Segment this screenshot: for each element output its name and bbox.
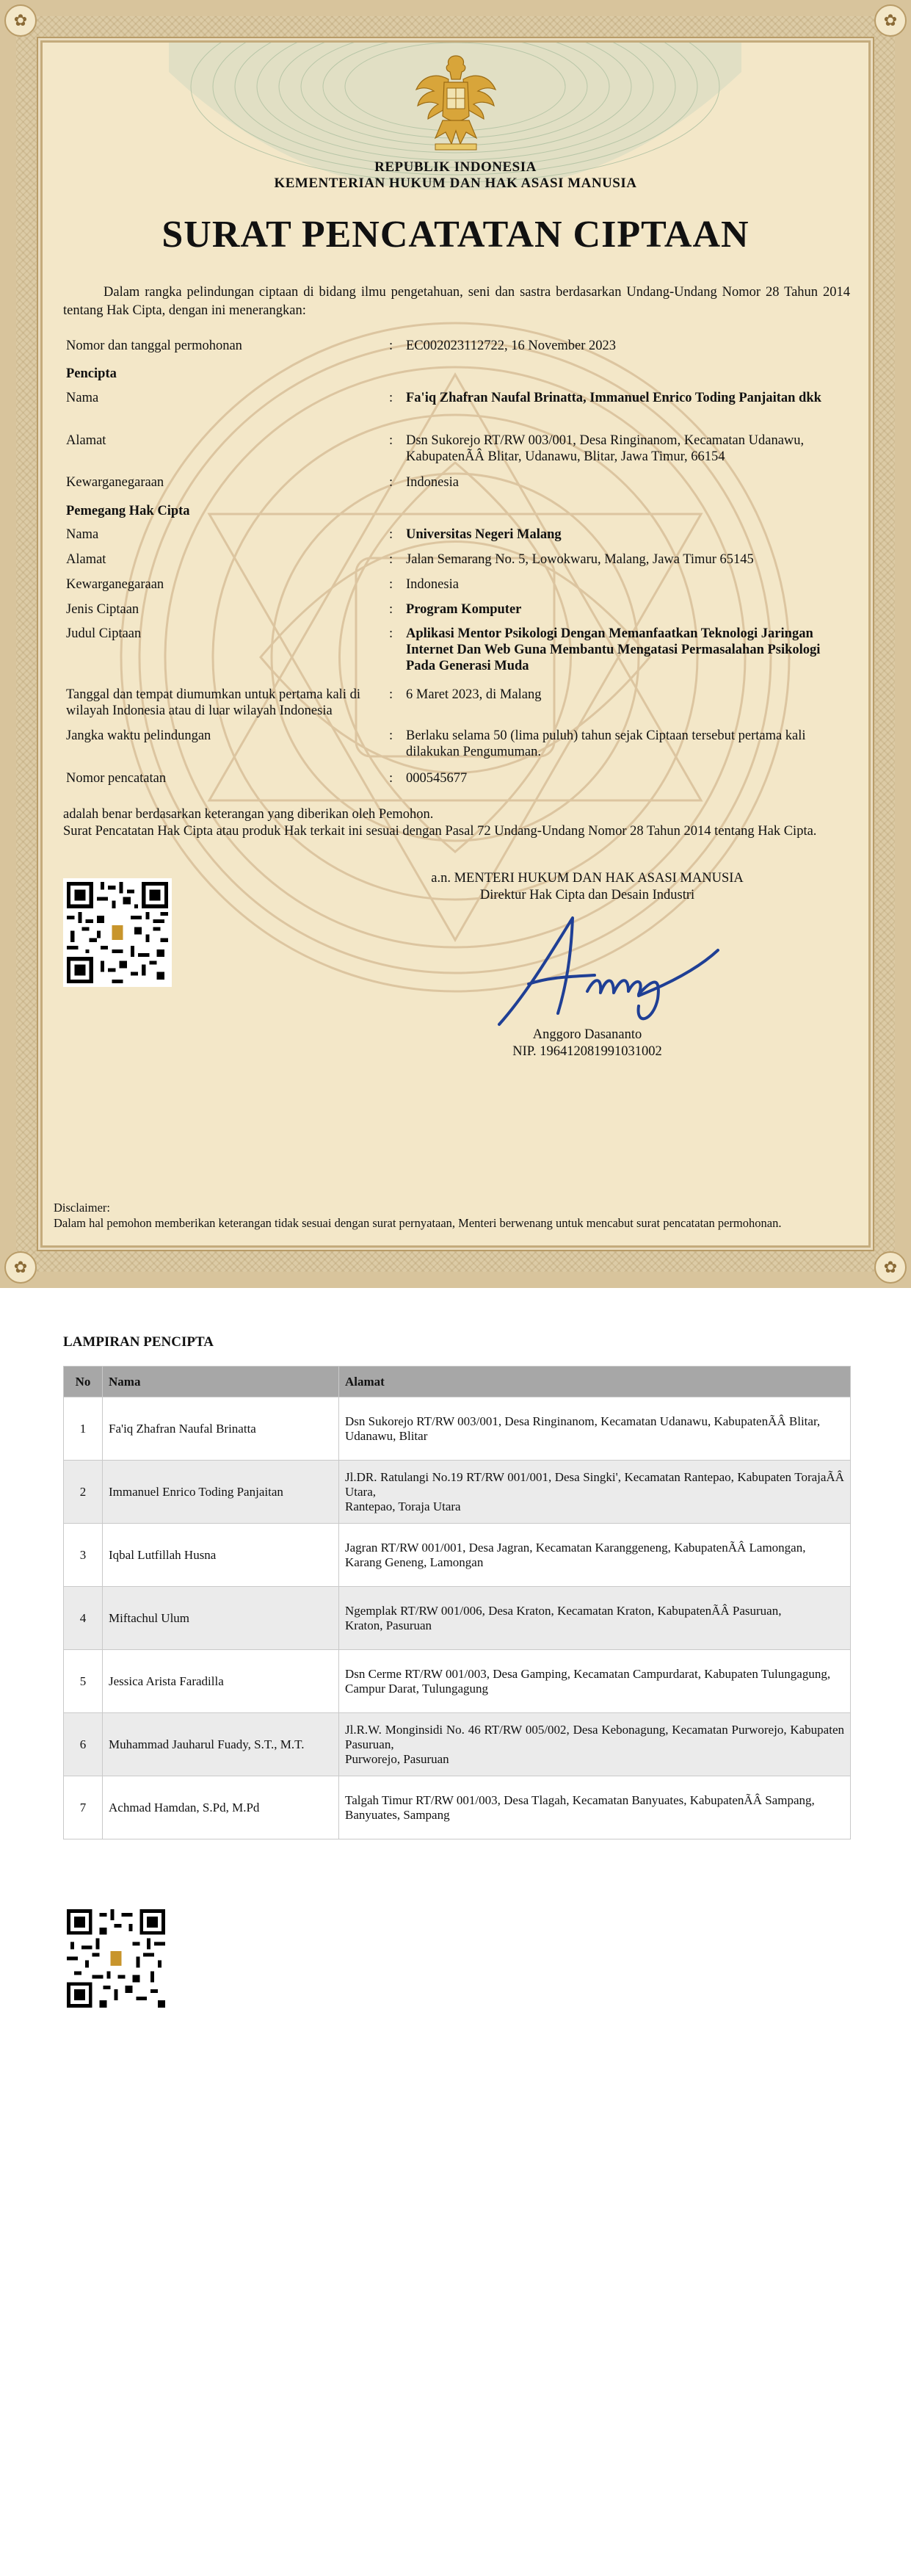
- alamat-line-1: Dsn Sukorejo RT/RW 003/001, Desa Ringinanom, Kecamatan Udanawu, KabupatenÃÂ Blitar,: [345, 1414, 821, 1428]
- column-header-nama: Nama: [103, 1367, 339, 1397]
- cell-alamat: [339, 1713, 851, 1776]
- disclaimer-text: Dalam hal pemohon memberikan keterangan tidak sesuai dengan surat pernyataan, Menteri berwenang untuk mencabut surat pencatatan permohonan.: [54, 1216, 782, 1230]
- alamat-line-1: Dsn Cerme RT/RW 001/003, Desa Gamping, Kecamatan Campurdarat, Kabupaten Tulungagung,: [345, 1666, 831, 1681]
- field-label: Kewarganegaraan: [66, 475, 164, 490]
- table-row: [64, 1587, 851, 1650]
- cell-alamat: [339, 1587, 851, 1650]
- table-row: [64, 1461, 851, 1524]
- field-value: EC002023112722, 16 November 2023: [406, 339, 617, 353]
- field-label: Nomor pencatatan: [66, 771, 167, 786]
- field-colon: :: [389, 475, 393, 490]
- corner-ornament-icon: ✿: [4, 1251, 37, 1284]
- closing-line-2: Surat Pencatatan Hak Cipta atau produk Hak terkait ini sesuai dengan Pasal 72 Undang-Undang Nomor 28 Tahun 2014 tentang Hak Cipta.: [63, 824, 817, 839]
- field-colon: :: [389, 771, 393, 786]
- field-colon: :: [389, 728, 393, 743]
- table-header-row: [64, 1367, 851, 1397]
- field-value: Dsn Sukorejo RT/RW 003/001, Desa Ringinanom, Kecamatan Udanawu, KabupatenÃÂ Blitar, Udanawu, Blitar, Jawa Timur, 66154: [406, 433, 805, 464]
- field-value: Berlaku selama 50 (lima puluh) tahun sejak Ciptaan tersebut pertama kali dilakukan Pengumuman.: [406, 728, 806, 759]
- field-colon: :: [389, 527, 393, 542]
- field-value: Indonesia: [406, 475, 459, 490]
- corner-ornament-icon: ✿: [874, 1251, 907, 1284]
- field-label: Alamat: [66, 433, 106, 448]
- signatory-nip: NIP. 196412081991031002: [512, 1044, 662, 1059]
- signatory-on-behalf: a.n. MENTERI HUKUM DAN HAK ASASI MANUSIA: [431, 871, 744, 886]
- country-name: REPUBLIK INDONESIA: [374, 159, 537, 175]
- alamat-line-2: Rantepao, Toraja Utara: [345, 1499, 461, 1513]
- section-heading-pencipta: Pencipta: [66, 366, 117, 381]
- cell-no: 1: [64, 1397, 103, 1461]
- cell-nama: Immanuel Enrico Toding Panjaitan: [103, 1461, 339, 1524]
- alamat-line-1: Jagran RT/RW 001/001, Desa Jagran, Kecamatan Karanggeneng, KabupatenÃÂ Lamongan,: [345, 1540, 806, 1555]
- signatory-name: Anggoro Dasananto: [532, 1027, 642, 1042]
- ministry-name: KEMENTERIAN HUKUM DAN HAK ASASI MANUSIA: [274, 176, 637, 191]
- field-value: 000545677: [406, 771, 468, 786]
- disclaimer-label: Disclaimer:: [54, 1201, 110, 1215]
- table-row: [64, 1776, 851, 1839]
- alamat-line-1: Talgah Timur RT/RW 001/003, Desa Tlagah, Kecamatan Banyuates, KabupatenÃÂ Sampang,: [345, 1792, 815, 1807]
- field-label: Nama: [66, 391, 99, 405]
- alamat-line-2: Kraton, Pasuruan: [345, 1618, 432, 1632]
- appendix-title: LAMPIRAN PENCIPTA: [63, 1334, 214, 1350]
- table-row: [64, 1397, 851, 1461]
- appendix-table: [63, 1366, 851, 1839]
- field-colon: :: [389, 602, 393, 617]
- section-heading-pemegang: Pemegang Hak Cipta: [66, 504, 190, 518]
- field-label: Judul Ciptaan: [66, 626, 142, 641]
- field-value: Indonesia: [406, 577, 459, 592]
- alamat-line-2: Karang Geneng, Lamongan: [345, 1555, 484, 1569]
- cell-alamat: [339, 1650, 851, 1713]
- alamat-line-2: Campur Darat, Tulungagung: [345, 1681, 489, 1696]
- alamat-line-2: Purworejo, Pasuruan: [345, 1751, 449, 1766]
- field-colon: :: [389, 687, 393, 702]
- cell-nama: Miftachul Ulum: [103, 1587, 339, 1650]
- cell-nama: Muhammad Jauharul Fuady, S.T., M.T.: [103, 1713, 339, 1776]
- field-label: Alamat: [66, 552, 106, 567]
- field-value: Program Komputer: [406, 602, 522, 617]
- field-colon: :: [389, 339, 393, 353]
- cell-no: 4: [64, 1587, 103, 1650]
- corner-ornament-icon: ✿: [874, 4, 907, 37]
- closing-line-1: adalah benar berdasarkan keterangan yang diberikan oleh Pemohon.: [63, 807, 434, 822]
- garuda-emblem-icon: [413, 50, 498, 153]
- field-value: 6 Maret 2023, di Malang: [406, 687, 542, 702]
- cell-no: 3: [64, 1524, 103, 1587]
- alamat-line-1: Ngemplak RT/RW 001/006, Desa Kraton, Kecamatan Kraton, KabupatenÃÂ Pasuruan,: [345, 1603, 782, 1618]
- cell-no: 7: [64, 1776, 103, 1839]
- field-label: Nama: [66, 527, 99, 542]
- column-header-alamat: Alamat: [339, 1367, 851, 1397]
- cell-alamat: [339, 1524, 851, 1587]
- alamat-line-1: Jl.DR. Ratulangi No.19 RT/RW 001/001, Desa Singki', Kecamatan Rantepao, Kabupaten TorajaÃÂ Utara,: [345, 1469, 844, 1499]
- field-label: Nomor dan tanggal permohonan: [66, 339, 242, 353]
- cell-no: 6: [64, 1713, 103, 1776]
- field-value: Fa'iq Zhafran Naufal Brinatta, Immanuel Enrico Toding Panjaitan dkk: [406, 391, 821, 405]
- table-row: [64, 1713, 851, 1776]
- cell-nama: Iqbal Lutfillah Husna: [103, 1524, 339, 1587]
- signature-icon: [484, 903, 727, 1035]
- cell-alamat: [339, 1461, 851, 1524]
- cell-no: 5: [64, 1650, 103, 1713]
- field-colon: :: [389, 391, 393, 405]
- field-label: Kewarganegaraan: [66, 577, 164, 592]
- field-label: Tanggal dan tempat diumumkan untuk pertama kali di wilayah Indonesia atau di luar wilayah Indonesia: [66, 687, 360, 718]
- cell-nama: Fa'iq Zhafran Naufal Brinatta: [103, 1397, 339, 1461]
- cell-no: 2: [64, 1461, 103, 1524]
- intro-paragraph: Dalam rangka pelindungan ciptaan di bidang ilmu pengetahuan, seni dan sastra berdasarkan Undang-Undang Nomor 28 Tahun 2014 tentang Hak Cipta, dengan ini menerangkan:: [63, 285, 850, 318]
- table-row: [64, 1524, 851, 1587]
- alamat-line-2: Banyuates, Sampang: [345, 1807, 450, 1822]
- corner-ornament-icon: ✿: [4, 4, 37, 37]
- cell-nama: Achmad Hamdan, S.Pd, M.Pd: [103, 1776, 339, 1839]
- field-value: Aplikasi Mentor Psikologi Dengan Memanfaatkan Teknologi Jaringan Internet Dan Web Guna Membantu Mengatasi Permasalahan Psikologi Pada Generasi Muda: [406, 626, 821, 673]
- field-colon: :: [389, 552, 393, 567]
- qr-code-icon: [63, 1906, 169, 2011]
- field-value: Jalan Semarang No. 5, Lowokwaru, Malang, Jawa Timur 65145: [406, 552, 754, 567]
- table-row: [64, 1650, 851, 1713]
- column-header-no: No: [64, 1367, 103, 1397]
- field-colon: :: [389, 577, 393, 592]
- alamat-line-2: Udanawu, Blitar: [345, 1428, 428, 1443]
- field-value: Universitas Negeri Malang: [406, 527, 562, 542]
- field-label: Jangka waktu pelindungan: [66, 728, 211, 743]
- alamat-line-1: Jl.R.W. Monginsidi No. 46 RT/RW 005/002, Desa Kebonagung, Kecamatan Purworejo, Kabupaten Pasuruan,: [345, 1722, 844, 1751]
- page-title: SURAT PENCATATAN CIPTAAN: [161, 214, 750, 256]
- field-colon: :: [389, 433, 393, 448]
- cell-alamat: [339, 1776, 851, 1839]
- field-colon: :: [389, 626, 393, 641]
- qr-code-icon: [63, 878, 172, 987]
- cell-alamat: [339, 1397, 851, 1461]
- signatory-position: Direktur Hak Cipta dan Desain Industri: [479, 888, 695, 902]
- field-label: Jenis Ciptaan: [66, 602, 139, 617]
- cell-nama: Jessica Arista Faradilla: [103, 1650, 339, 1713]
